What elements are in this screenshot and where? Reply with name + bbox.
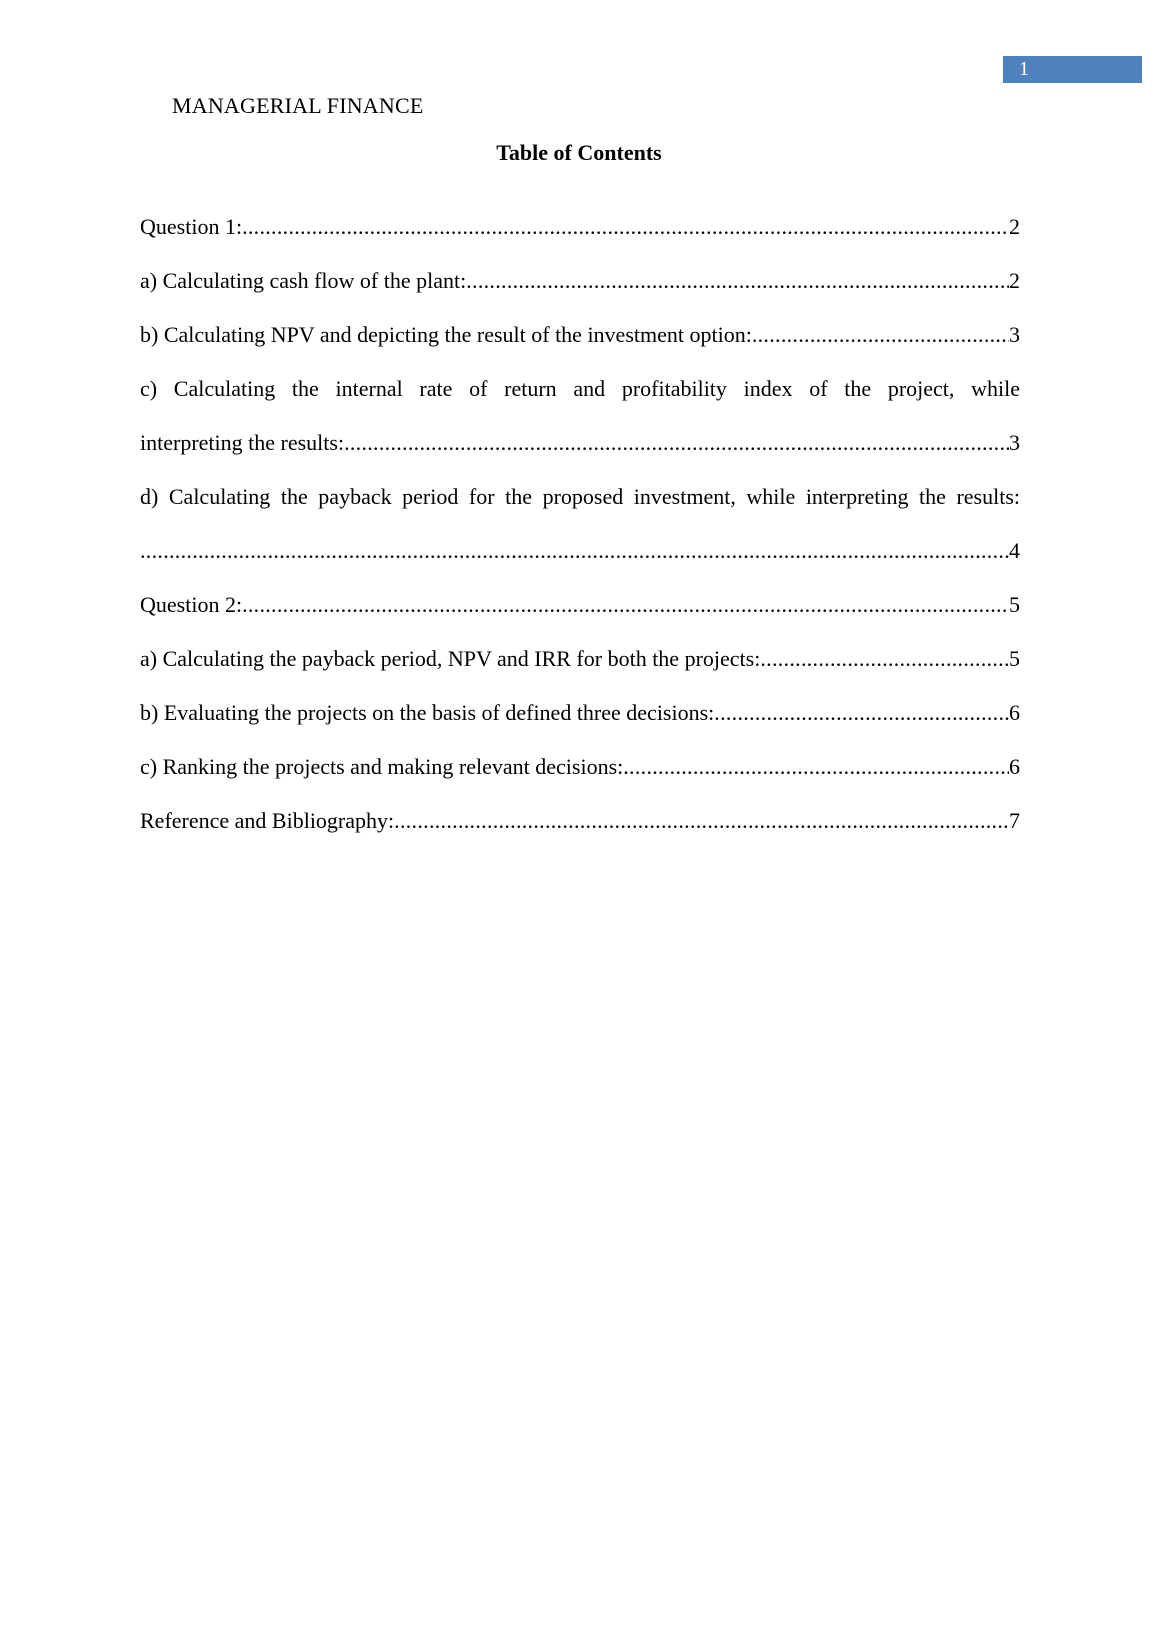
toc-entry-2b[interactable] (140, 696, 1020, 750)
toc-entry-1a[interactable] (140, 264, 1020, 318)
running-head: MANAGERIAL FINANCE (172, 93, 424, 118)
toc-entry-page: 3 (1009, 322, 1020, 347)
toc-entry-1d[interactable] (140, 480, 1020, 588)
toc-entry-1c[interactable] (140, 372, 1020, 480)
toc-leader (466, 264, 1009, 298)
toc-entry-label: Question 1: (140, 214, 243, 239)
toc-leader (344, 426, 1009, 460)
toc-leader (623, 750, 1009, 784)
toc-entry-page: 2 (1009, 214, 1020, 239)
toc-entry-page: 5 (1009, 592, 1020, 617)
toc-entry-question-2[interactable] (140, 588, 1020, 642)
toc-leader (752, 318, 1009, 352)
toc-leader (394, 804, 1009, 838)
toc-entry-page: 3 (1009, 430, 1020, 455)
toc-entry-2c[interactable] (140, 750, 1020, 804)
toc-entry-label: a) Calculating cash flow of the plant: (140, 268, 467, 293)
toc-entry-label: Question 2: (140, 592, 243, 617)
toc-entry-page: 5 (1009, 646, 1020, 671)
toc-entry-page: 6 (1009, 700, 1020, 725)
toc-entry-label: b) Calculating NPV and depicting the result of the investment option: (140, 322, 752, 347)
toc-entry-references[interactable] (140, 804, 1020, 858)
toc-entry-label: Reference and Bibliography: (140, 808, 395, 833)
toc-entry-label-line2: interpreting the results: (140, 430, 345, 455)
table-of-contents (140, 210, 1020, 858)
toc-entry-page: 7 (1009, 808, 1020, 833)
toc-entry-label-line1: d) Calculating the payback period for the proposed investment, while interpreting the results: (140, 484, 1020, 509)
page-number: 1 (1003, 56, 1142, 83)
toc-entry-page: 2 (1009, 268, 1020, 293)
toc-entry-question-1[interactable] (140, 210, 1020, 264)
toc-leader (242, 210, 1009, 244)
toc-leader (760, 642, 1009, 676)
toc-entry-label-line1: c) Calculating the internal rate of return and profitability index of the project, while (140, 376, 1020, 401)
toc-leader (140, 534, 1009, 568)
toc-entry-1b[interactable] (140, 318, 1020, 372)
toc-entry-label: b) Evaluating the projects on the basis of defined three decisions: (140, 700, 715, 725)
toc-leader (714, 696, 1009, 730)
toc-entry-label: a) Calculating the payback period, NPV and IRR for both the projects: (140, 646, 761, 671)
toc-entry-label: c) Ranking the projects and making relevant decisions: (140, 754, 624, 779)
toc-title: Table of Contents (496, 140, 662, 165)
toc-entry-page: 6 (1009, 754, 1020, 779)
toc-entry-page: 4 (1009, 538, 1020, 563)
toc-entry-2a[interactable] (140, 642, 1020, 696)
toc-leader (242, 588, 1009, 622)
